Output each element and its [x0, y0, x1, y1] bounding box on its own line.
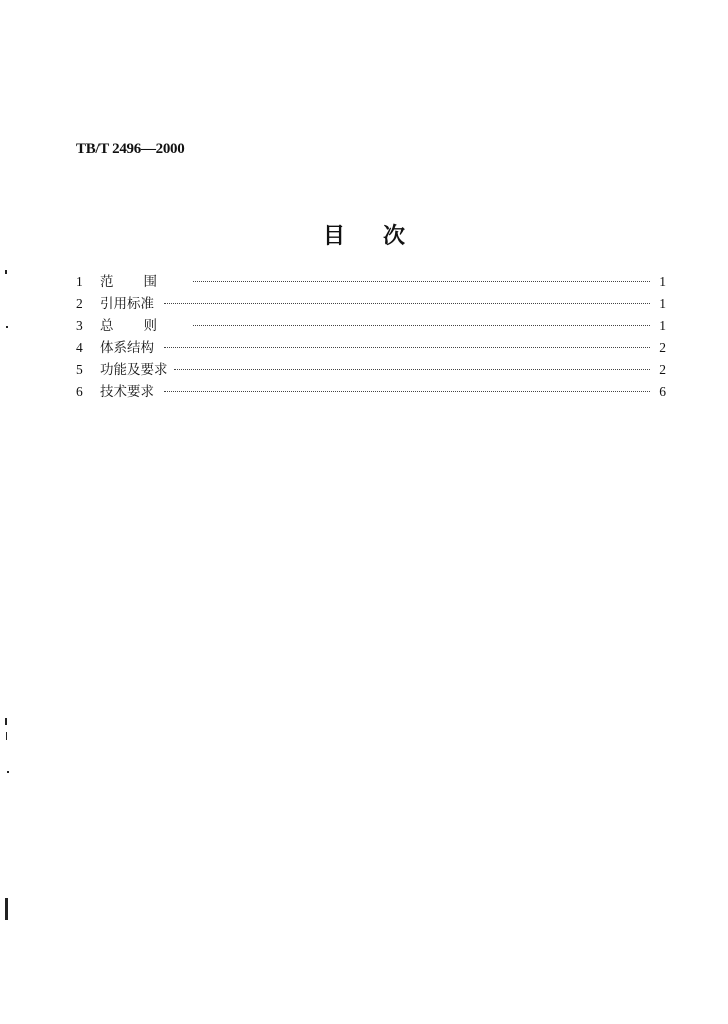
- toc-entry[interactable]: [76, 271, 666, 293]
- toc-entry-page: 6: [659, 384, 666, 399]
- toc-entry-page: 2: [659, 362, 666, 377]
- toc-entry-number: 4: [76, 340, 83, 355]
- toc-entry-label: 技术要求: [100, 384, 154, 400]
- toc-entry-page: 1: [659, 274, 666, 289]
- toc-title: 目次: [322, 224, 443, 249]
- scan-speck: [6, 732, 7, 740]
- toc-entry-number: 2: [76, 296, 83, 311]
- toc-entry[interactable]: [76, 315, 666, 337]
- toc-leader-dots: [164, 347, 650, 348]
- toc-entry-label: 总则: [100, 318, 187, 334]
- scan-speck: [7, 771, 9, 773]
- toc-entry-label: 范围: [100, 274, 187, 290]
- toc-entry-label: 引用标准: [100, 296, 154, 312]
- scan-speck: [5, 718, 7, 725]
- standard-code: TB/T 2496—2000: [76, 141, 185, 157]
- scan-speck: [5, 270, 7, 274]
- toc-entry[interactable]: [76, 293, 666, 315]
- toc-leader-dots: [174, 369, 651, 370]
- toc-leader-dots: [164, 303, 650, 304]
- toc-entry-label: 功能及要求: [100, 362, 168, 378]
- toc-entry-number: 5: [76, 362, 83, 377]
- toc-entry-page: 2: [659, 340, 666, 355]
- toc-entry-number: 6: [76, 384, 83, 399]
- toc-entry[interactable]: [76, 337, 666, 359]
- toc-leader-dots: [164, 391, 650, 392]
- scan-speck: [6, 326, 8, 328]
- scan-speck: [5, 898, 8, 920]
- toc-list: [76, 271, 666, 403]
- toc-entry[interactable]: [76, 381, 666, 403]
- toc-leader-dots: [193, 281, 650, 282]
- toc-entry-number: 3: [76, 318, 83, 333]
- toc-entry-page: 1: [659, 296, 666, 311]
- toc-entry-number: 1: [76, 274, 83, 289]
- toc-entry-page: 1: [659, 318, 666, 333]
- toc-leader-dots: [193, 325, 650, 326]
- toc-entry[interactable]: [76, 359, 666, 381]
- toc-entry-label: 体系结构: [100, 340, 154, 356]
